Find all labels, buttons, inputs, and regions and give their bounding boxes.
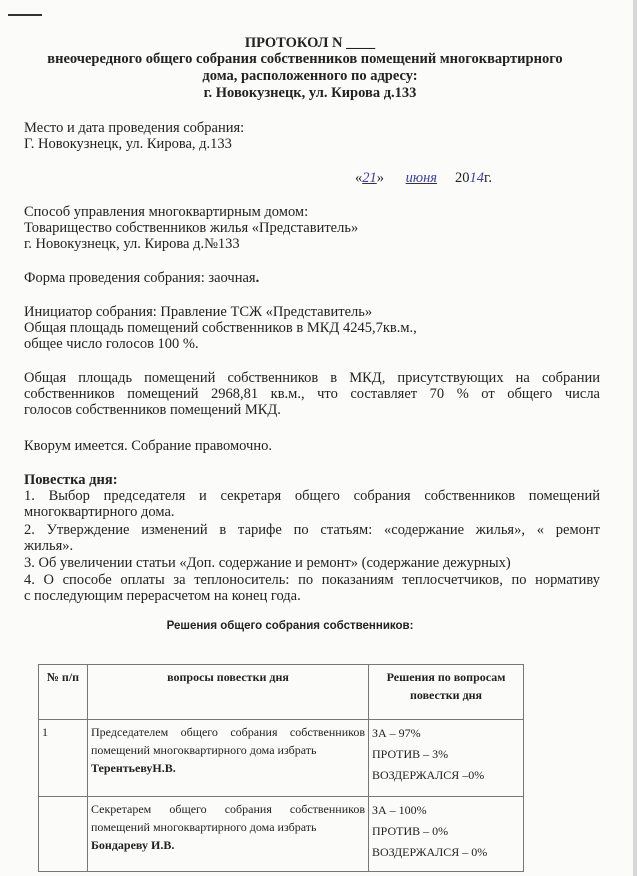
row-votes — [369, 720, 524, 797]
place-label: Место и дата проведения собрания: — [24, 120, 245, 136]
row-votes — [369, 797, 524, 872]
date-year-suffix: 14 — [469, 170, 485, 186]
row-num: 1 — [39, 720, 88, 797]
quote: « — [355, 170, 363, 186]
agenda-item: 2. Утверждение изменений в тарифе по статьям: «содержание жилья», « ремонт — [24, 522, 600, 538]
quote: » — [376, 170, 384, 186]
subtitle-line: внеочередного общего собрания собственников помещений многоквартирного — [47, 51, 563, 67]
scan-mark — [8, 14, 42, 16]
quorum: Кворум имеется. Собрание правомочно. — [24, 438, 272, 454]
scan-edge — [633, 0, 637, 876]
date-day: 21 — [362, 170, 377, 186]
subtitle-line: г. Новокузнецк, ул. Кирова д.133 — [203, 85, 417, 101]
protocol-title: ПРОТОКОЛ N ____ — [244, 35, 376, 51]
place-value: Г. Новокузнецк, ул. Кирова, д.133 — [24, 136, 232, 152]
row-question — [88, 720, 369, 797]
date-year: 20 — [455, 170, 470, 186]
vote-against: ПРОТИВ – 3% — [372, 747, 449, 761]
vote-for: ЗА – 97% — [372, 726, 421, 740]
vote-against: ПРОТИВ – 0% — [372, 824, 449, 838]
agenda-item: 4. О способе оплаты за теплоноситель: по показаниям теплосчетчиков, по нормативу — [24, 572, 600, 588]
meeting-date — [355, 170, 492, 186]
initiator-line: Инициатор собрания: Правление ТСЖ «Представитель» — [24, 304, 373, 320]
vote-abstain: ВОЗДЕРЖАЛСЯ – 0% — [372, 845, 488, 859]
agenda-title: Повестка дня: — [24, 472, 118, 488]
col-num-header: № п/п — [39, 665, 88, 720]
management-label: Способ управления многоквартирным домом: — [24, 204, 309, 220]
question-text: Председателем общего собрания собственников помещений многоквартирного дома избрать — [91, 725, 365, 757]
year-abbr: г. — [484, 170, 492, 186]
candidate-name: ТерентьевуН.В. — [91, 761, 176, 775]
decisions-table — [38, 664, 524, 872]
candidate-name: Бондареву И.В. — [91, 838, 175, 852]
agenda-item-cont: многоквартирного дома. — [24, 504, 175, 520]
col-decision-header: Решения по вопросам повестки дня — [369, 665, 524, 720]
table-header-row — [39, 665, 524, 720]
row-question — [88, 797, 369, 872]
vote-abstain: ВОЗДЕРЖАЛСЯ –0% — [372, 768, 485, 782]
table-row — [39, 797, 524, 872]
form-dot: . — [255, 270, 260, 286]
area-line: Общая площадь помещений собственников в МКД 4245,7кв.м., — [24, 320, 417, 336]
management-line: г. Новокузнецк, ул. Кирова д.№133 — [24, 236, 240, 252]
management-line: Товарищество собственников жилья «Представитель» — [24, 220, 359, 236]
present-line: Общая площадь помещений собственников в МКД, присутствующих на собрании — [24, 370, 600, 386]
meeting-form — [24, 270, 259, 286]
date-month: июня — [405, 170, 438, 186]
col-question-header: вопросы повестки дня — [88, 665, 369, 720]
agenda-item-cont: жилья». — [24, 538, 74, 554]
table-row — [39, 720, 524, 797]
decisions-title: Решения общего собрания собственников: — [166, 620, 414, 632]
subtitle-line: дома, расположенного по адресу: — [202, 68, 418, 84]
form-text: Форма проведения собрания: заочная — [24, 270, 256, 286]
question-text: Секретарем общего собрания собственников помещений многоквартирного дома избрать — [91, 802, 365, 834]
row-num — [39, 797, 88, 872]
present-line: голосов собственников помещений МКД. — [24, 402, 281, 418]
agenda-item: 3. Об увеличении статьи «Доп. содержание и ремонт» (содержание дежурных) — [24, 555, 511, 571]
agenda-item-cont: с последующим перерасчетом на конец года. — [24, 588, 301, 604]
agenda-item: 1. Выбор председателя и секретаря общего собрания собственников помещений — [24, 488, 600, 504]
vote-for: ЗА – 100% — [372, 803, 427, 817]
votes-line: общее число голосов 100 %. — [24, 336, 199, 352]
present-line: собственников помещений 2968,81 кв.м., что составляет 70 % от общего числа — [24, 386, 600, 402]
